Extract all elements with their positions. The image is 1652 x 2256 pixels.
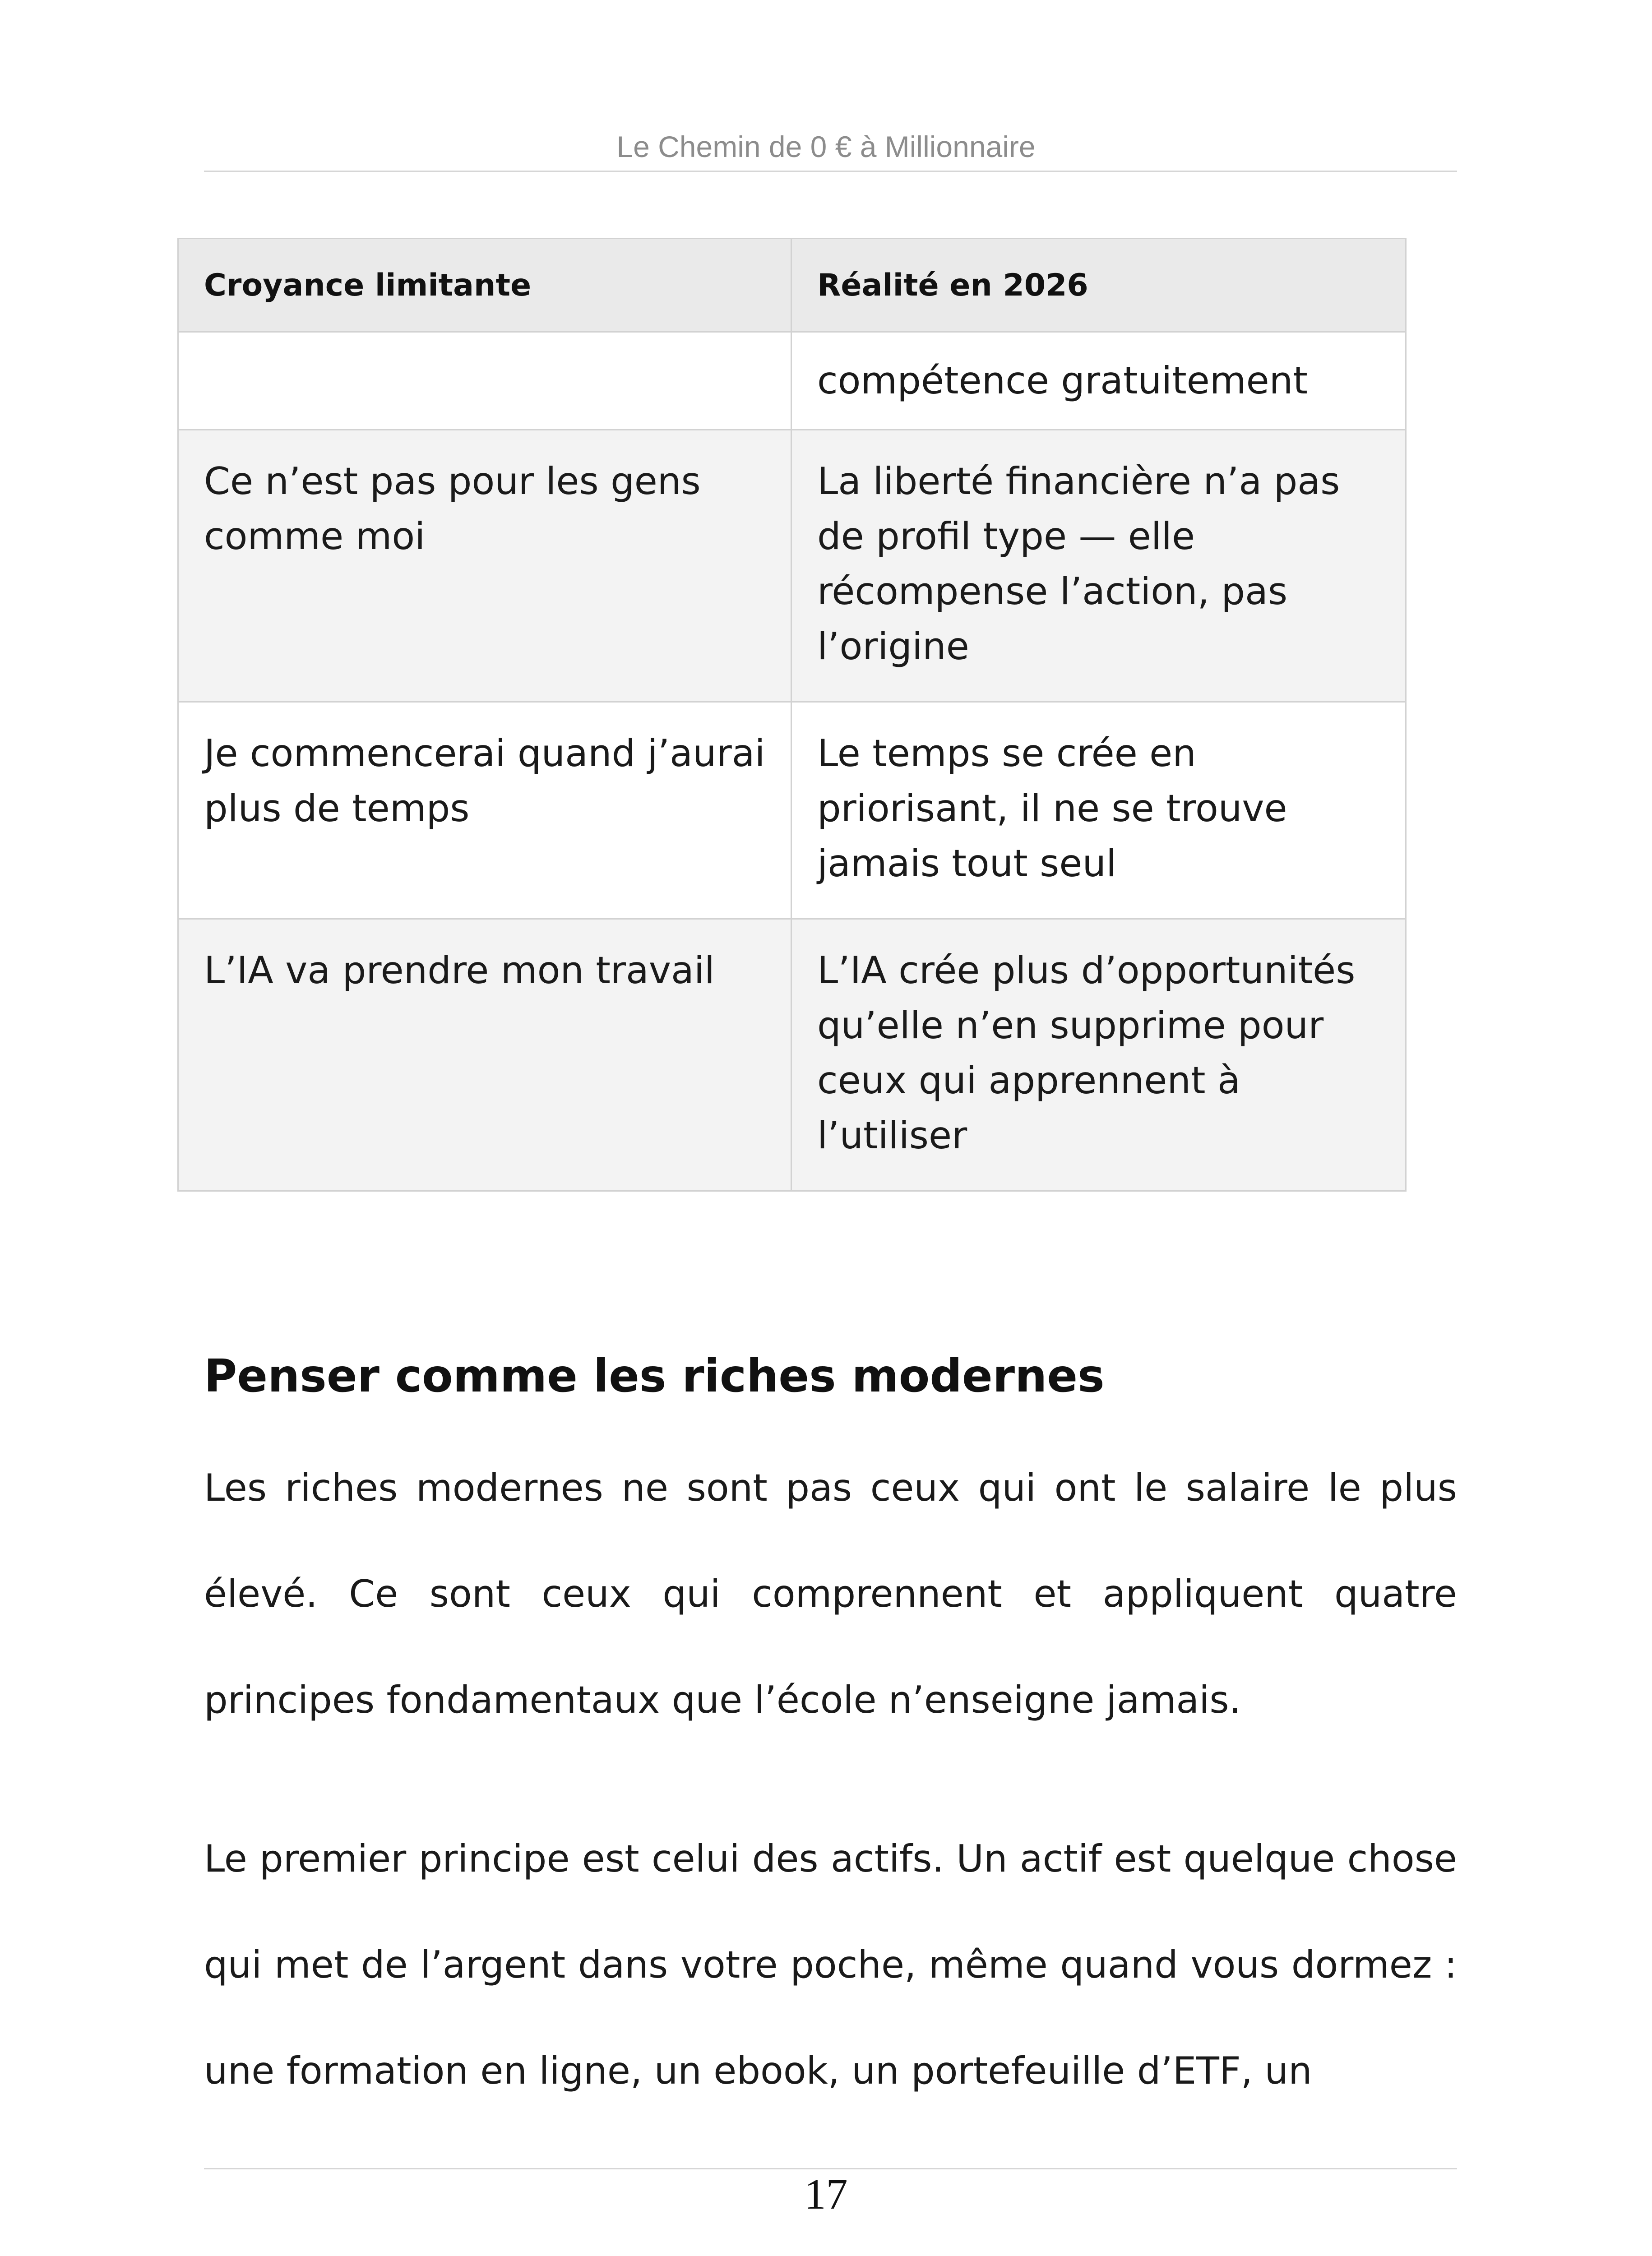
belief-cell: Ce n’est pas pour les gens comme moi <box>178 430 791 702</box>
reality-cell: L’IA crée plus d’opportunités qu’elle n’en supprime pour ceux qui apprennent à l’utiliser <box>791 919 1406 1191</box>
column-header-reality: Réalité en 2026 <box>791 239 1406 332</box>
body-paragraph: Les riches modernes ne sont pas ceux qui ont le salaire le plus élevé. Ce sont ceux qui comprennent et appliquent quatre principes fondamentaux que l’école n’enseigne jamais. <box>204 1466 1457 1722</box>
table-row <box>178 332 1406 430</box>
beliefs-table <box>177 238 1407 1192</box>
running-header: Le Chemin de 0 € à Millionnaire <box>616 130 1036 163</box>
footer-rule <box>204 2168 1457 2169</box>
reality-cell: Le temps se crée en priorisant, il ne se trouve jamais tout seul <box>791 702 1406 919</box>
table-header-row <box>178 239 1406 332</box>
column-header-belief: Croyance limitante <box>178 239 791 332</box>
table-row <box>178 919 1406 1191</box>
belief-cell: L’IA va prendre mon travail <box>178 919 791 1191</box>
header-rule <box>204 171 1457 172</box>
belief-cell <box>178 332 791 430</box>
reality-cell: La liberté financière n’a pas de profil type — elle récompense l’action, pas l’origine <box>791 430 1406 702</box>
body-paragraph: Le premier principe est celui des actifs. Un actif est quelque chose qui met de l’argent dans votre poche, même quand vous dormez : une formation en ligne, un ebook, un portefeuille d’ETF, un <box>204 1837 1457 2093</box>
belief-cell: Je commencerai quand j’aurai plus de temps <box>178 702 791 919</box>
reality-cell: compétence gratuitement <box>791 332 1406 430</box>
page-number: 17 <box>804 2170 848 2218</box>
table-row <box>178 430 1406 702</box>
table-row <box>178 702 1406 919</box>
section-heading: Penser comme les riches modernes <box>204 1350 1105 1402</box>
